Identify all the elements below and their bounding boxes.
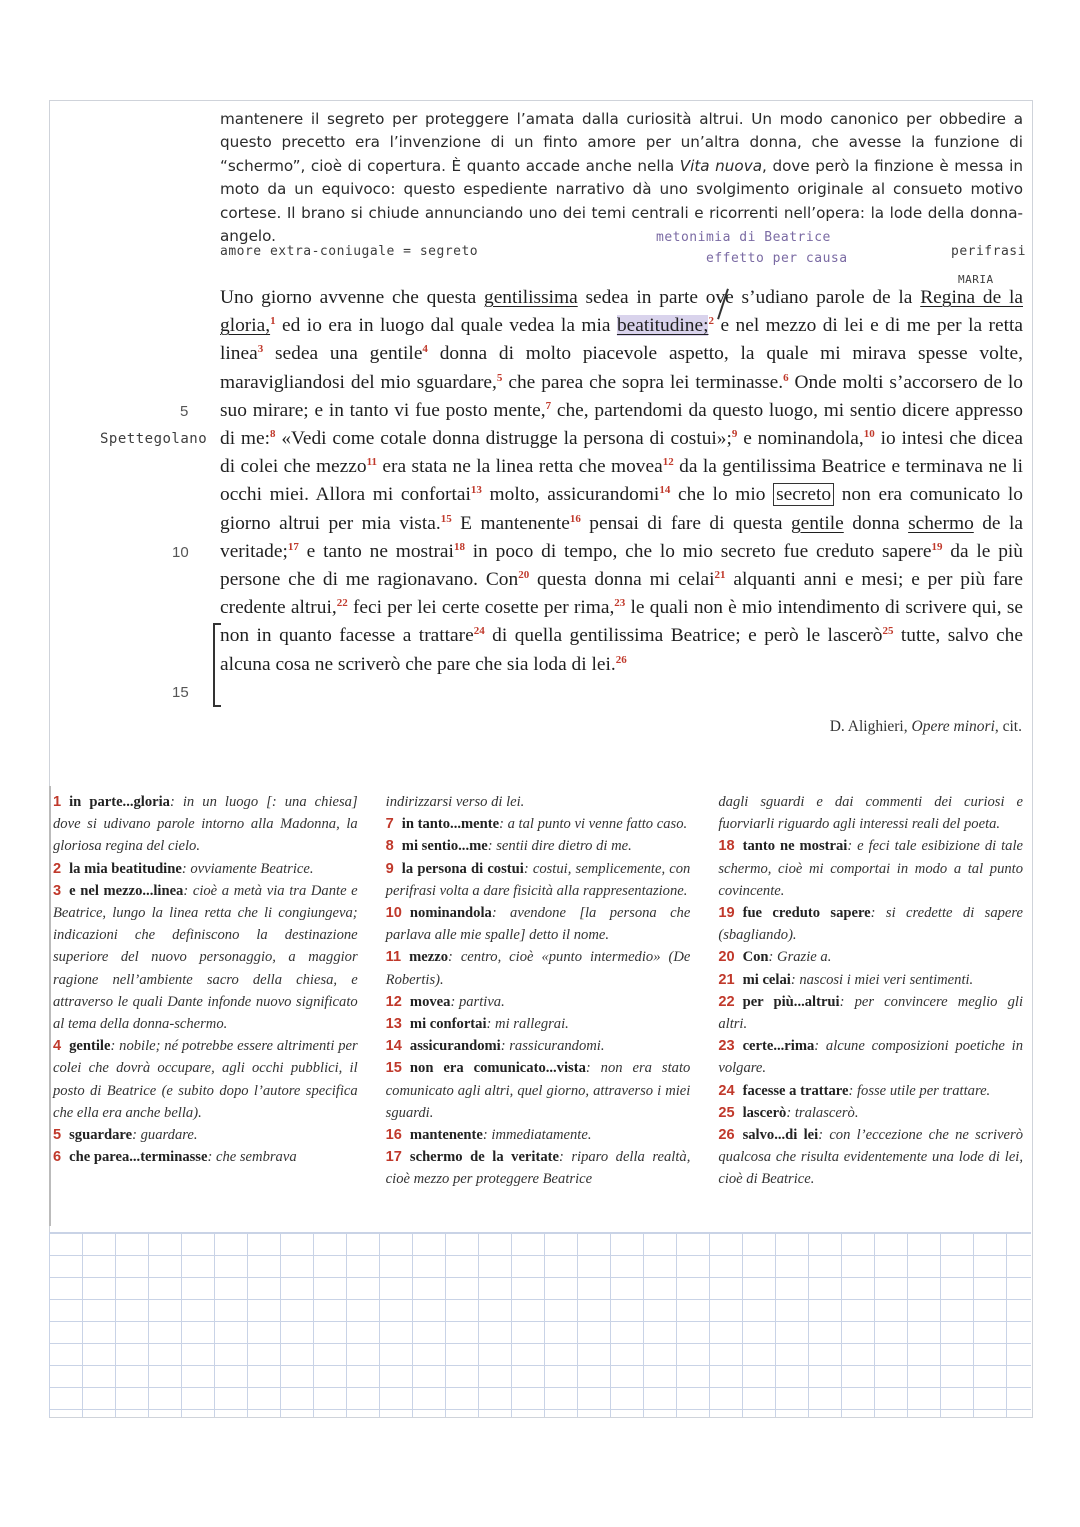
footnote-gloss: : sentii dire dietro di me.	[487, 838, 632, 855]
footnote	[718, 969, 1023, 991]
footnote-term: tanto ne mostrai	[742, 838, 848, 855]
footnote-number: 18	[718, 838, 735, 855]
footnote-term: salvo...di lei	[742, 1127, 819, 1144]
footnote-number: 19	[718, 905, 735, 922]
line-number-10: 10	[172, 544, 189, 561]
footnote-gloss: : a tal punto vi venne fatto caso.	[499, 816, 688, 833]
footnote	[718, 1035, 1023, 1079]
footnote-gloss: : si credette di sapere (sbagliando).	[718, 905, 1024, 944]
footnote	[386, 1035, 691, 1057]
footnote-term: mezzo	[409, 949, 448, 966]
handwritten-note-effetto: effetto per causa	[706, 251, 848, 266]
footnote	[718, 1102, 1023, 1124]
footnote-gloss: : ovviamente Beatrice.	[181, 860, 314, 877]
footnote-term: che parea...terminasse	[69, 1149, 208, 1166]
line-number-5: 5	[180, 403, 189, 420]
footnote-term: mi celai	[742, 971, 791, 988]
footnote-number: 8	[385, 838, 394, 855]
footnote-number: 11	[385, 949, 402, 966]
footnote-gloss: : in un luogo [: una chiesa] dove si udivano parole intorno alla Madonna, la gloriosa regina del cielo.	[53, 794, 358, 855]
footnote-term: non era comunicato...vista	[409, 1060, 586, 1077]
footnote-gloss: : nascosi i miei veri sentimenti.	[790, 971, 974, 988]
footnotes	[53, 791, 1023, 1191]
footnote	[386, 1146, 691, 1190]
footnote-number: 16	[385, 1127, 402, 1144]
footnote-number: 22	[718, 993, 735, 1010]
footnote-number: 12	[385, 993, 402, 1010]
footnote-term: mantenente	[409, 1127, 483, 1144]
footnote	[718, 1080, 1023, 1102]
footnote-number: 2	[53, 860, 62, 877]
footnote-number: 9	[385, 860, 394, 877]
footnote-term: movea	[409, 993, 451, 1010]
footnote-gloss: : nobile; né potrebbe essere altrimenti per colei che dovrà occupare, agli occhi pubblici, il posto di Beatrice (e subito dopo l’autore specifica che ella era anche bella).	[53, 1038, 358, 1121]
boxed-word: secreto	[773, 483, 834, 506]
footnote-term: nominandola	[409, 905, 492, 922]
handwritten-note-perifrasi: perifrasi	[951, 244, 1026, 259]
footnote-term: per più...altrui	[742, 993, 840, 1010]
footnote-number: 15	[385, 1060, 402, 1077]
footnote-number: 3	[53, 882, 62, 899]
footnotes-column-2	[386, 791, 691, 1191]
footnote	[718, 991, 1023, 1035]
highlighted-word: beatitudine;	[616, 315, 709, 337]
footnote-gloss: : mi rallegrai.	[486, 1016, 569, 1033]
footnote	[53, 1035, 358, 1124]
footnote-gloss: : non era stato comunicato agli altri, quel giorno, attraverso i miei sguardi.	[385, 1060, 691, 1121]
footnote-term: gentile	[69, 1038, 111, 1055]
footnote	[386, 946, 691, 990]
footnotes-column-1	[53, 791, 358, 1191]
line-number-15: 15	[172, 684, 189, 701]
notes-left-rule	[49, 786, 51, 1226]
footnote	[386, 813, 691, 835]
footnote-number: 6	[53, 1149, 62, 1166]
footnote-term: sguardare	[69, 1127, 133, 1144]
footnote	[53, 1124, 358, 1146]
footnote-gloss: : fosse utile per trattare.	[848, 1082, 991, 1099]
footnote-number: 4	[53, 1038, 62, 1055]
footnote-gloss: : e feci tale esibizione di tale schermo, cioè mi comportai in modo a tal punto covincente.	[718, 838, 1024, 899]
footnote	[718, 946, 1023, 968]
footnote-gloss: : rassicurandomi.	[500, 1038, 605, 1055]
intro-paragraph: mantenere il segreto per proteggere l’amata dalla curiosità altrui. Un modo canonico per obbedire a questo precetto era l’invenzione di un finto amore per un’altra donna, che avesse la funzione di “schermo”, cioè di copertura. È quanto accade anche nella Vita nuova, dove però la finzione è messa in moto da un equivoco: questo espediente narrativo dà uno svolgimento originale al consueto motivo cortese. Il brano si chiude annunciando uno dei temi centrali e ricorrenti nell’opera: la lode della donna-angelo.	[220, 110, 1023, 246]
footnote-number: 21	[718, 971, 735, 988]
footnote-term: lascerò	[742, 1104, 787, 1121]
footnote-term: mi confortai	[409, 1016, 487, 1033]
footnote-gloss: : immediatamente.	[482, 1127, 592, 1144]
footnote	[386, 835, 691, 857]
footnote-term: la persona di costui	[401, 860, 524, 877]
footnote-gloss: : avendone [la persona che parlava alle mie spalle] detto il nome.	[385, 905, 691, 944]
footnote-term: la mia beatitudine	[69, 860, 182, 877]
footnote	[386, 1013, 691, 1035]
footnote-term: fue creduto sapere	[742, 905, 871, 922]
footnote-gloss: : costui, semplicemente, con perifrasi volta a dare fisicità alla rappresentazione.	[385, 860, 691, 899]
footnote-term: e nel mezzo...linea	[69, 882, 184, 899]
footnote	[386, 791, 691, 813]
footnote-number: 23	[718, 1038, 735, 1055]
footnote-term: Con	[742, 949, 769, 966]
footnote-number: 25	[718, 1104, 735, 1121]
footnotes-column-3	[718, 791, 1023, 1191]
footnote	[718, 835, 1023, 902]
footnote-number: 17	[385, 1149, 402, 1166]
footnote-number: 1	[53, 794, 62, 810]
footnote	[53, 880, 358, 1035]
footnote-number: 13	[385, 1016, 402, 1033]
footnote	[53, 1146, 358, 1168]
footnote-gloss: : che sembrava	[207, 1149, 297, 1166]
grid-paper-area	[49, 1232, 1031, 1417]
footnote	[718, 1124, 1023, 1191]
footnote-gloss: : alcune composizioni poetiche in volgare.	[718, 1038, 1024, 1077]
footnote-gloss: indirizzarsi verso di lei.	[385, 794, 525, 810]
footnote	[386, 991, 691, 1013]
footnote	[718, 902, 1023, 946]
handwritten-note-metonimia: metonimia di Beatrice	[656, 230, 831, 245]
footnote-number: 5	[53, 1127, 62, 1144]
footnote-gloss: : cioè a metà via tra Dante e Beatrice, lungo la linea retta che li congiungeva; indicazioni che definiscono la destinazione superiore del nuovo personaggio, a maggior ragione nell’ambiente sacro della chiesa, e attraverso le quali Dante infonde nuovo significato al tema della donna-schermo.	[53, 882, 358, 1033]
footnote-gloss: : centro, cioè «punto intermedio» (De Robertis).	[385, 949, 691, 988]
footnote-number: 20	[718, 949, 735, 966]
footnote	[386, 858, 691, 902]
footnote-term: facesse a trattare	[742, 1082, 849, 1099]
footnote-gloss: : partiva.	[450, 993, 505, 1010]
handwritten-note-amore: amore extra-coniugale = segreto	[220, 244, 479, 259]
footnote	[718, 791, 1023, 835]
footnote-gloss: : guardare.	[132, 1127, 198, 1144]
footnote	[53, 858, 358, 880]
footnote	[386, 1057, 691, 1124]
footnote-term: assicurandomi	[409, 1038, 501, 1055]
footnote-term: mi sentio...me	[401, 838, 488, 855]
footnote-term: in parte...gloria	[69, 794, 170, 810]
footnote-number: 26	[718, 1127, 735, 1144]
footnote	[386, 1124, 691, 1146]
handwritten-note-spettegolano: Spettegolano	[100, 431, 208, 447]
footnote-term: schermo de la veritate	[409, 1149, 559, 1166]
footnote-gloss: : per convincere meglio gli altri.	[718, 993, 1023, 1033]
main-text	[220, 284, 1023, 679]
footnote-number: 10	[385, 905, 402, 922]
footnote-term: in tanto...mente	[401, 816, 500, 833]
footnote	[386, 902, 691, 946]
footnote-gloss: : con l’eccezione che ne scriverò qualcosa che risulta evidentemente una lode di lei, cioè di Beatrice.	[718, 1127, 1024, 1188]
main-paragraph: Uno giorno avvenne che questa gentilissima sedea in parte ove s’udiano parole de la Regina de la gloria,$^1$ ed io era in luogo dal quale vedea la mia beatitudine;$^2$ e nel mezzo di lei e di me per la retta linea$^3$ sedea una gentile$^4$ donna di molto piacevole aspetto, la quale mi mirava spesse volte, maravigliandosi del mio sguardare,$^5$ che parea che sopra lei terminasse.$^6$ Onde molti s’accorsero de lo suo mirare; e in tanto vi fue posto mente,$^7$ che, partendomi da questo luogo, mi sentio dicere appresso di me:$^8$ «Vedi come cotale donna distrugge la persona di costui»;$^9$ e nominandola,$^{10}$ io intesi che dicea di colei che mezzo$^{11}$ era stata ne la linea retta che movea$^{12}$ da la gentilissima Beatrice e terminava ne li occhi miei. Allora mi confortai$^{13}$ molto, assicurandomi$^{14}$ che lo mio secreto non era comunicato lo giorno altrui per mia vista.$^{15}$ E mantenente$^{16}$ pensai di fare di questa gentile donna schermo de la veritade;$^{17}$ e tanto ne mostrai$^{18}$ in poco di tempo, che lo mio secreto fue creduto sapere$^{19}$ da le più persone che di me ragionavano. Con$^{20}$ questa donna mi celai$^{21}$ alquanti anni e mesi; e per più fare credente altrui,$^{22}$ feci per lei certe cosette per rima,$^{23}$ le quali non è mio intendimento di scrivere qui, se non in quanto facesse a trattare$^{24}$ di quella gentilissima Beatrice; e però le lascerò$^{25}$ tutte, salvo che alcuna cosa ne scriverò che pare che sia loda di lei.$^{26}$	[220, 287, 1024, 675]
footnote-gloss: : riparo della realtà, cioè mezzo per proteggere Beatrice	[385, 1149, 691, 1188]
footnote-gloss: : Grazie a.	[768, 949, 832, 966]
footnote-term: certe...rima	[742, 1038, 815, 1055]
footnote-gloss: : tralascerò.	[786, 1104, 859, 1121]
footnote-number: 14	[385, 1038, 402, 1055]
footnote	[53, 791, 358, 858]
footnote-gloss: dagli sguardi e dai commenti dei curiosi e fuorviarli riguardo agli interessi reali del poeta.	[718, 794, 1024, 833]
footnote-number: 24	[718, 1082, 735, 1099]
citation: D. Alighieri, Opere minori, cit.	[829, 718, 1022, 735]
footnote-number: 7	[385, 816, 394, 833]
handwritten-note-maria: MARIA	[958, 273, 994, 286]
